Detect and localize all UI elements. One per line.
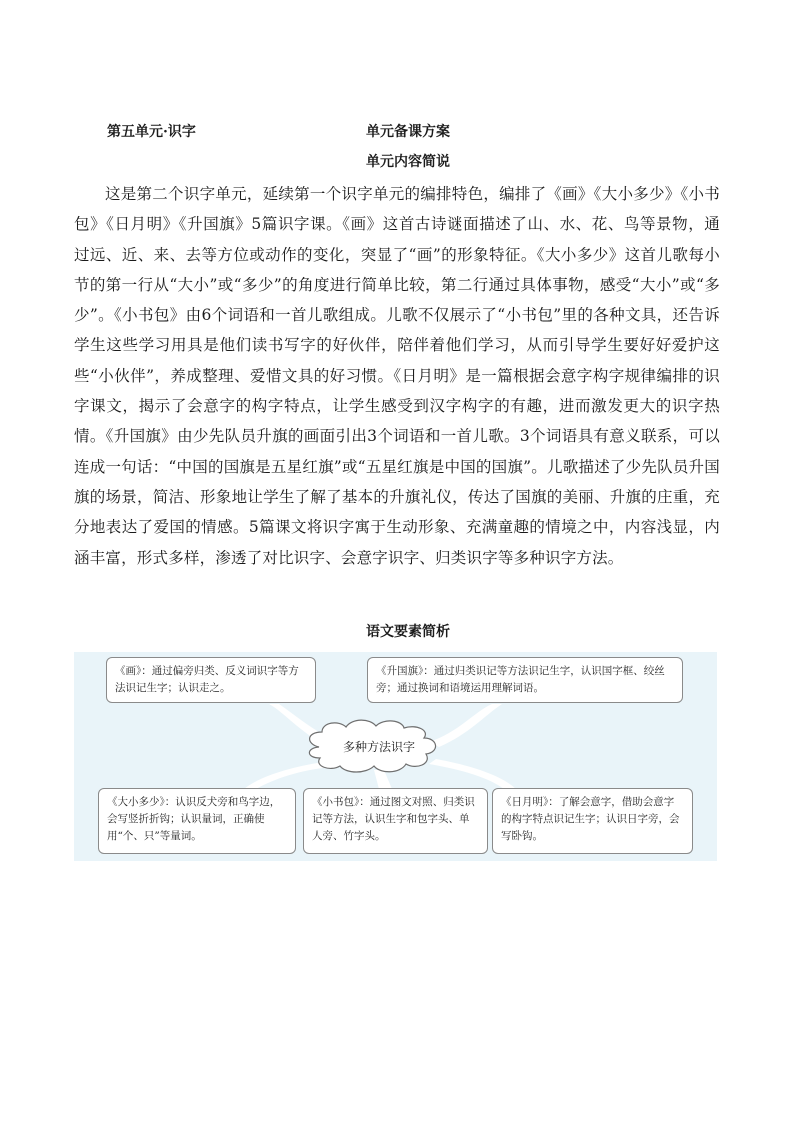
center-topic: 多种方法识字: [342, 740, 415, 754]
branch-to-riyueming: [429, 759, 516, 789]
note-box-daxiaoduoshao: 《大小多少》：认识反犬旁和鸟字边，会写竖折折钩；认识量词，正确使用“个、只”等量词。: [98, 788, 296, 854]
branch-to-xiaoshubao: [374, 770, 392, 789]
note-box-hua: 《画》：通过偏旁归类、反义词识字等方法识记生字；认识走之。: [106, 657, 316, 703]
unit-label: 第五单元·识字: [107, 124, 196, 140]
mind-map: [74, 652, 717, 861]
branch-to-daxiao: [244, 762, 332, 789]
note-box-xiaoshubao: 《小书包》：通过图文对照、归类识记等方法，认识生字和包字头、单人旁、竹字头。: [303, 788, 488, 854]
content-paragraph: 这是第二个识字单元，延续第一个识字单元的编排特色，编排了《画》《大小多少》《小书包》《日月明》《升国旗》5篇识字课。《画》这首古诗谜面描述了山、水、花、鸟等景物，通过远、近、来、去等方位或动作的变化，突显了“画”的形象特征。《大小多少》这首儿歌每小节的第一行从“大小”或“多少”的角度进行简单比较，第二行通过具体事物，感受“大小”或“多少”。《小书包》由6个词语和一首儿歌组成。儿歌不仅展示了“小书包”里的各种文具，还告诉学生这些学习用具是他们读书写字的好伙伴，陪伴着他们学习，从而引导学生要好好爱护这些“小伙伴”，养成整理、爱惜文具的好习惯。《日月明》是一篇根据会意字构字规律编排的识字课文，揭示了会意字的构字特点，让学生感受到汉字构字的有趣，进而激发更大的识字热情。《升国旗》由少先队员升旗的画面引出3个词语和一首儿歌。3个词语具有意义联系，可以连成一句话：“中国的国旗是五星红旗”或“五星红旗是中国的国旗”。儿歌描述了少先队员升国旗的场景，简洁、形象地让学生了解了基本的升旗礼仪，传达了国旗的美丽、升旗的庄重，充分地表达了爱国的情感。5篇课文将识字寓于生动形象、充满童趣的情境之中，内容浅显，内涵丰富，形式多样，渗透了对比识字、会意字识字、归类识字等多种识字方法。: [74, 185, 720, 567]
doc-title: 单元备课方案: [366, 124, 450, 140]
note-box-riyueming: 《日月明》：了解会意字，借助会意字的构字特点识记生字；认识日字旁，会写卧钩。: [492, 788, 693, 854]
note-box-shengguoqi: 《升国旗》：通过归类识记等方法识记生字，认识国字框、绞丝旁；通过换词和语境运用理解词语。: [367, 657, 683, 703]
